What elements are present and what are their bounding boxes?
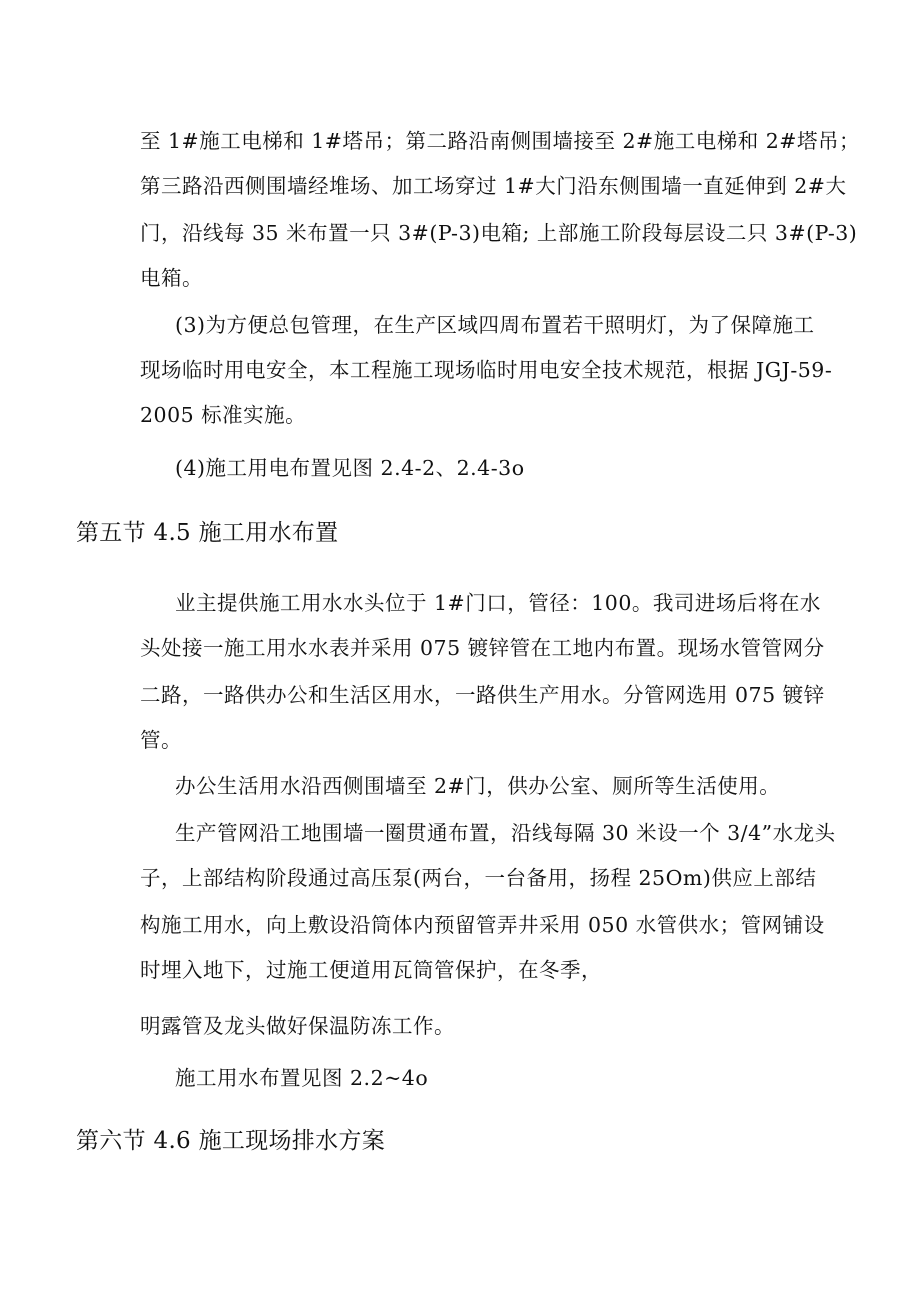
paragraph-line: 现场临时用电安全，本工程施工现场临时用电安全技术规范，根据 JGJ-59- [140, 358, 833, 382]
paragraph-line: 头处接一施工用水水表并采用 075 镀锌管在工地内布置。现场水管管网分 [140, 636, 825, 660]
paragraph-line: (4)施工用电布置见图 2.4-2、2.4-3o [175, 456, 525, 480]
paragraph-line: 管。 [140, 728, 182, 752]
paragraph-line: 门，沿线每 35 米布置一只 3#(P-3)电箱; 上部施工阶段每层设二只 3#(P-3) [140, 221, 858, 245]
section-heading: 第五节 4.5 施工用水布置 [76, 520, 339, 546]
paragraph-line: 子，上部结构阶段通过高压泵(两台，一台备用，扬程 25Om)供应上部结 [140, 866, 817, 890]
paragraph-line: 至 1#施工电梯和 1#塔吊；第二路沿南侧围墙接至 2#施工电梯和 2#塔吊； [140, 129, 860, 153]
paragraph-line: 办公生活用水沿西侧围墙至 2#门，供办公室、厕所等生活使用。 [175, 774, 781, 798]
paragraph-line: 明露管及龙头做好保温防冻工作。 [140, 1014, 455, 1038]
paragraph-line: 施工用水布置见图 2.2~4o [175, 1066, 429, 1090]
paragraph-line: 时埋入地下，过施工便道用瓦筒管保护，在冬季， [140, 958, 602, 982]
paragraph-line: 生产管网沿工地围墙一圈贯通布置，沿线每隔 30 米设一个 3/4”水龙头 [175, 821, 836, 845]
paragraph-line: 二路，一路供办公和生活区用水，一路供生产用水。分管网选用 075 镀锌 [140, 683, 825, 707]
paragraph-line: 业主提供施工用水水头位于 1#门口，管径：100。我司进场后将在水 [175, 591, 821, 615]
section-heading: 第六节 4.6 施工现场排水方案 [76, 1128, 385, 1154]
paragraph-line: 电箱。 [140, 266, 203, 290]
paragraph-line: (3)为方便总包管理，在生产区域四周布置若干照明灯，为了保障施工 [175, 313, 815, 337]
paragraph-line: 2005 标准实施。 [140, 403, 307, 427]
paragraph-line: 第三路沿西侧围墙经堆场、加工场穿过 1#大门沿东侧围墙一直延伸到 2#大 [140, 174, 847, 198]
paragraph-line: 构施工用水，向上敷设沿筒体内预留管弄井采用 050 水管供水；管网铺设 [140, 913, 825, 937]
